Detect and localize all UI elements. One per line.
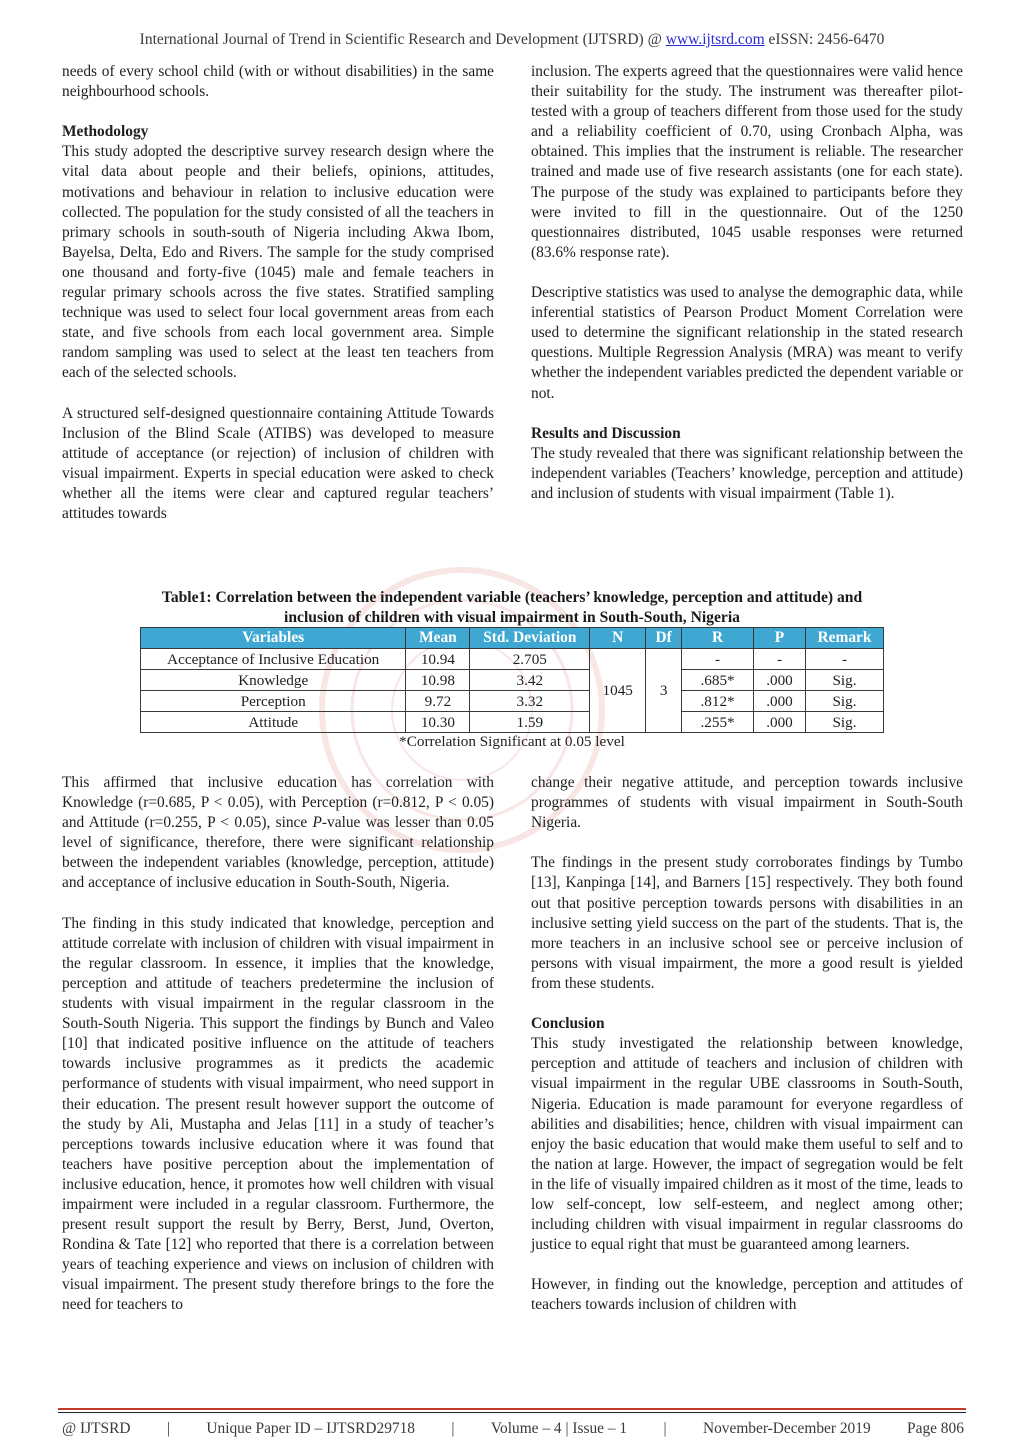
n-cell: 1045 — [590, 649, 646, 733]
mean-cell: 9.72 — [406, 691, 470, 712]
paragraph: A structured self-designed questionnaire containing Attitude Towards Inclusion of the Blind Scale (ATIBS) was developed to measure attitude of acceptance (or rejection) of inclusion of children with visual impairment. Experts in special education were asked to check whether all the items were clear and captured regular teachers’ attitudes towards — [62, 404, 494, 523]
correlation-table — [140, 627, 884, 733]
footer-journal: @ IJTSRD — [62, 1420, 131, 1437]
sd-cell: 3.32 — [470, 691, 590, 712]
p-cell: .000 — [754, 712, 806, 733]
mean-cell: 10.30 — [406, 712, 470, 733]
variable-cell: Perception — [141, 691, 406, 712]
p-cell: - — [754, 649, 806, 670]
p-cell: .000 — [754, 670, 806, 691]
mean-cell: 10.98 — [406, 670, 470, 691]
paragraph: inclusion. The experts agreed that the questionnaires were valid hence their suitability for the study. The instrument was thereafter pilot-tested with a group of teachers different from those used for the study and a reliability coefficient of 0.70, using Cronbach Alpha, was obtained. This implies that the instrument is reliable. The researcher trained and made use of five research assistants (one for each state). The purpose of the study was explained to participants before they were invited to fill in the questionnaire. Out of the 1250 questionnaires distributed, 1045 usable responses were returned (83.6% response rate). — [531, 63, 963, 261]
variable-cell: Attitude — [141, 712, 406, 733]
sd-cell: 1.59 — [470, 712, 590, 733]
variable-cell: Acceptance of Inclusive Education — [141, 649, 406, 670]
left-column-top — [62, 62, 494, 524]
header-text: International Journal of Trend in Scientific Research and Development (IJTSRD) @ — [139, 31, 666, 48]
left-column-bottom — [62, 773, 494, 1316]
remark-cell: - — [805, 649, 883, 670]
variable-cell: Knowledge — [141, 670, 406, 691]
table-caption-line: Table1: Correlation between the independent variable (teachers’ knowledge, perception and attitude) and — [161, 589, 863, 606]
paragraph: The findings in the present study corroborates findings by Tumbo [13], Kanpinga [14], and Barners [15] respectively. They both found out that positive perception towards persons with disabilities in an inclusive setting yield success on the part of the students. That is, the more teachers in an inclusive school see or perceive inclusion of persons with visual impairment, the more a good result is yielded from these students. — [531, 854, 963, 992]
table-footnote: *Correlation Significant at 0.05 level — [399, 733, 625, 750]
r-cell: .812* — [682, 691, 754, 712]
paragraph: However, in finding out the knowledge, perception and attitudes of teachers towards inclusion of children with — [531, 1276, 963, 1314]
footer-rule — [58, 1412, 966, 1413]
r-cell: .255* — [682, 712, 754, 733]
paragraph: change their negative attitude, and perception towards inclusive programmes of students with visual impairment in South-South Nigeria. — [531, 774, 963, 832]
header-issn: eISSN: 2456-6470 — [764, 31, 885, 48]
section-heading-results: Results and Discussion — [531, 424, 681, 442]
footer-separator: | — [166, 1420, 170, 1437]
sd-cell: 2.705 — [470, 649, 590, 670]
r-cell: .685* — [682, 670, 754, 691]
journal-link[interactable]: www.ijtsrd.com — [665, 31, 765, 48]
text-span: This affirmed that inclusive education has correlation with Knowledge (r=0.685, P < 0.05), with Perception (r=0.812, P < 0.05) and Attitude (r=0.255, P < 0.05), since — [62, 774, 494, 832]
table-header-row — [141, 628, 884, 649]
footer-separator: | — [451, 1420, 455, 1437]
running-footer — [62, 1420, 964, 1438]
footer-date: November-December 2019 — [703, 1420, 871, 1437]
column-header: Df — [646, 628, 682, 649]
column-header: Mean — [406, 628, 470, 649]
column-header: P — [754, 628, 806, 649]
paragraph: The study revealed that there was significant relationship between the independent variables (Teachers’ knowledge, perception and attitude) and inclusion of students with visual impairment (Table 1). — [531, 444, 963, 502]
section-heading-conclusion: Conclusion — [531, 1015, 605, 1033]
sd-cell: 3.42 — [470, 670, 590, 691]
table-row — [141, 691, 884, 712]
remark-cell: Sig. — [805, 691, 883, 712]
p-cell: .000 — [754, 691, 806, 712]
italic-p: P — [312, 814, 322, 832]
table-caption — [62, 588, 962, 627]
column-header: R — [682, 628, 754, 649]
paragraph: This study adopted the descriptive survey research design where the vital data about people and their beliefs, opinions, attitudes, motivations and behaviour in relation to inclusive education were collected. The population for the study consisted of all the teachers in primary schools in south-south of Nigeria including Akwa Ibom, Bayelsa, Delta, Edo and Rivers. The sample for the study comprised one thousand and forty-five (1045) male and female teachers in regular primary schools across the five states. Stratified sampling technique was used to select four local government areas from each state, and five schools from each local government area. Simple random sampling was used to select at the least ten teachers from each of the selected schools. — [62, 143, 494, 382]
table-caption-line: inclusion of children with visual impairment in South-South, Nigeria — [284, 608, 740, 626]
text-span: -value was lesser than 0.05 level of significance, therefore, there were significant relationship between the independent variables (knowledge, perception, attitude) and acceptance of inclusive education in South-South, Nigeria. — [62, 814, 494, 892]
paragraph — [62, 773, 494, 894]
column-header: Remark — [805, 628, 883, 649]
table-row — [141, 649, 884, 670]
right-column-top — [531, 62, 963, 504]
footer-volume: Volume – 4 | Issue – 1 — [490, 1420, 628, 1437]
footer-page: Page 806 — [907, 1420, 964, 1437]
table-row — [141, 712, 884, 733]
r-cell: - — [682, 649, 754, 670]
footer-separator: | — [663, 1420, 667, 1437]
paragraph: The finding in this study indicated that knowledge, perception and attitude correlate with inclusion of children with visual impairment in the regular classroom. In essence, it implies that the knowledge, perception and attitude of teachers predetermine the inclusion of students with visual impairment in the regular classroom in the South-South Nigeria. This support the findings by Bunch and Valeo [10] that indicated positive influence on the attitude of teachers towards inclusive programmes as it predicts the academic performance of students with visual impairment, who need support in their education. The present result however support the outcome of the study by Ali, Mustapha and Jelas [11] in a study of teacher’s perceptions towards inclusive education where it was found that teachers have positive perception about the implementation of inclusive education, hence, it promotes how well children with visual impairment were included in a regular classroom. Furthermore, the present result support the result by Berry, Berst, Jund, Overton, Rondina & Tate [12] who reported that there is a correlation between years of teaching experience and views on inclusion of children with visual impairment. The present study therefore brings to the fore the need for teachers to — [62, 914, 494, 1314]
column-header: Variables — [141, 628, 406, 649]
column-header: N — [590, 628, 646, 649]
df-cell: 3 — [646, 649, 682, 733]
footer-rule — [58, 1408, 966, 1410]
paragraph: This study investigated the relationship between knowledge, perception and attitude of teachers and inclusion of children with visual impairment in the regular UBE classrooms in South-South, Nigeria. Education is made paramount for everyone regardless of abilities and disabilities; hence, children with visual impairment can enjoy the basic education that would make them useful to self and to the nation at large. However, the impact of segregation would be felt in the life of visually impaired children as it most of the time, leads to low self-concept, low self-esteem, and neglect among other; including children with visual impairment in regular classrooms do justice to equal right that must be guaranteed among learners. — [531, 1035, 963, 1254]
mean-cell: 10.94 — [406, 649, 470, 670]
right-column-bottom — [531, 773, 963, 1316]
section-heading-methodology: Methodology — [62, 123, 149, 141]
running-header — [0, 31, 1024, 49]
paragraph: needs of every school child (with or without disabilities) in the same neighbourhood schools. — [62, 63, 494, 101]
column-header: Std. Deviation — [470, 628, 590, 649]
remark-cell: Sig. — [805, 712, 883, 733]
footer-paper-id: Unique Paper ID – IJTSRD29718 — [206, 1420, 415, 1437]
remark-cell: Sig. — [805, 670, 883, 691]
table-row — [141, 670, 884, 691]
paragraph: Descriptive statistics was used to analyse the demographic data, while inferential statistics of Pearson Product Moment Correlation were used to determine the significant relationship in the stated research questions. Multiple Regression Analysis (MRA) was meant to verify whether the independent variables predicted the dependent variable or not. — [531, 284, 963, 402]
